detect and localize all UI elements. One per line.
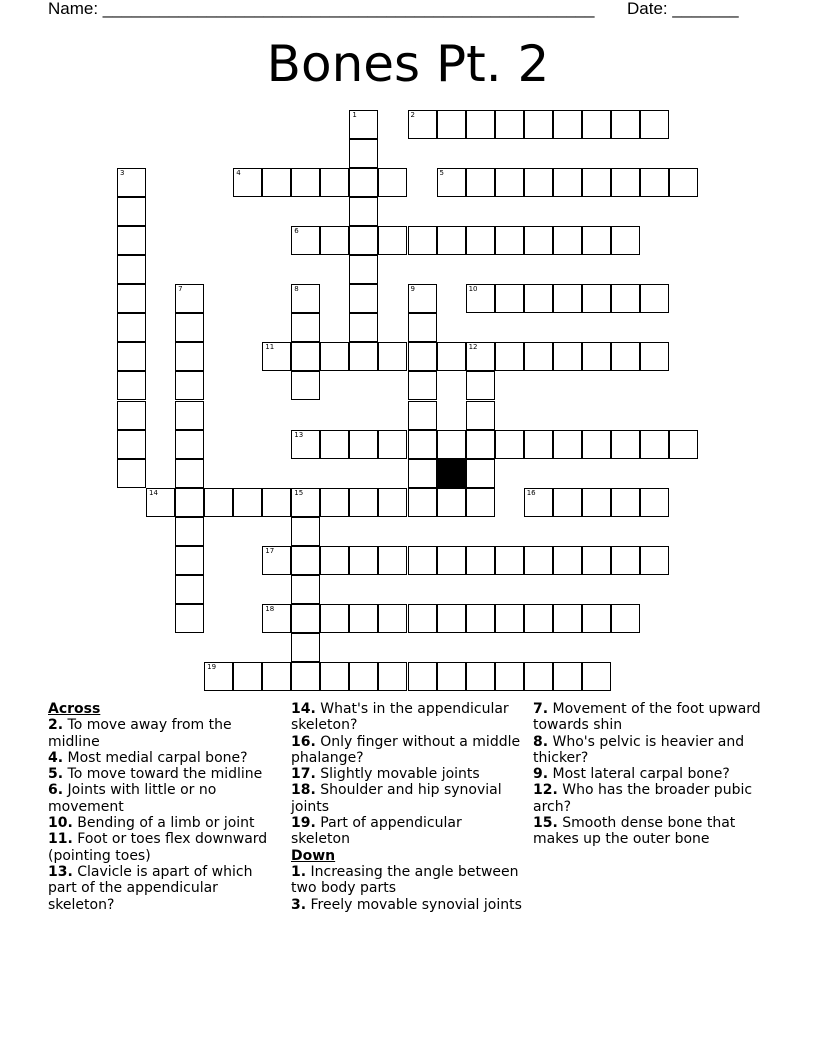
answer-cell[interactable] (582, 168, 611, 197)
answer-cell[interactable] (291, 575, 320, 604)
answer-cell[interactable] (262, 662, 291, 691)
clue-text: Shoulder and hip synovial joints (291, 782, 502, 815)
clue-text: Foot or toes flex downward (pointing toes) (48, 831, 268, 864)
clue-across (48, 782, 280, 815)
clue-number: 4. (48, 749, 64, 766)
answer-cell[interactable] (611, 430, 640, 459)
answer-cell[interactable] (349, 139, 378, 168)
clue-across (291, 734, 523, 767)
answer-cell[interactable] (117, 197, 146, 226)
answer-cell[interactable] (640, 342, 669, 371)
clue-down (291, 897, 523, 913)
answer-cell[interactable] (175, 284, 204, 313)
name-field-label: Name: ____________________________________________________ (48, 0, 595, 18)
answer-cell[interactable] (291, 313, 320, 342)
page-title: Bones Pt. 2 (266, 35, 550, 93)
answer-cell[interactable] (640, 168, 669, 197)
clue-text: What's in the appendicular skeleton? (291, 701, 509, 734)
answer-cell[interactable] (524, 110, 553, 139)
clue-number: 15. (533, 815, 558, 832)
clue-text: Smooth dense bone that makes up the outer bone (533, 815, 736, 848)
answer-cell[interactable] (553, 430, 582, 459)
answer-cell[interactable] (582, 342, 611, 371)
cell-number: 10 (468, 285, 478, 294)
answer-cell[interactable] (611, 342, 640, 371)
answer-cell[interactable] (466, 430, 495, 459)
answer-cell[interactable] (408, 430, 437, 459)
answer-cell[interactable] (611, 226, 640, 255)
clue-down (533, 782, 765, 815)
answer-cell[interactable] (262, 342, 291, 371)
answer-cell[interactable] (291, 546, 320, 575)
cell-number: 3 (120, 169, 125, 178)
clue-across (48, 750, 280, 766)
answer-cell[interactable] (291, 371, 320, 400)
answer-cell[interactable] (582, 546, 611, 575)
answer-cell[interactable] (378, 604, 407, 633)
answer-cell[interactable] (204, 662, 233, 691)
clue-number: 19. (291, 815, 316, 832)
answer-cell[interactable] (291, 226, 320, 255)
answer-cell[interactable] (495, 284, 524, 313)
clue-column-2 (291, 701, 523, 913)
answer-cell[interactable] (349, 168, 378, 197)
answer-cell[interactable] (117, 284, 146, 313)
answer-cell[interactable] (553, 488, 582, 517)
answer-cell[interactable] (669, 168, 698, 197)
clue-across (48, 831, 280, 864)
clue-text: Bending of a limb or joint (77, 815, 255, 832)
cell-number: 16 (526, 488, 536, 497)
answer-cell[interactable] (117, 226, 146, 255)
answer-cell[interactable] (524, 546, 553, 575)
answer-cell[interactable] (582, 430, 611, 459)
clue-number: 11. (48, 831, 73, 848)
answer-cell[interactable] (553, 662, 582, 691)
clue-text: Joints with little or no movement (48, 782, 217, 815)
answer-cell[interactable] (524, 488, 553, 517)
answer-cell[interactable] (582, 662, 611, 691)
down-heading: Down (291, 847, 336, 864)
answer-cell[interactable] (320, 168, 349, 197)
answer-cell[interactable] (349, 197, 378, 226)
answer-cell[interactable] (437, 488, 466, 517)
answer-cell[interactable] (320, 226, 349, 255)
clue-down (533, 766, 765, 782)
clue-text: Slightly movable joints (320, 766, 480, 783)
cell-number: 13 (294, 430, 304, 439)
clue-number: 7. (533, 701, 549, 717)
clue-number: 18. (291, 782, 316, 799)
answer-cell[interactable] (553, 168, 582, 197)
clue-number: 1. (291, 863, 307, 880)
answer-cell[interactable] (524, 342, 553, 371)
answer-cell[interactable] (378, 546, 407, 575)
answer-cell[interactable] (320, 546, 349, 575)
answer-cell[interactable] (117, 313, 146, 342)
answer-cell[interactable] (553, 546, 582, 575)
answer-cell[interactable] (582, 488, 611, 517)
answer-cell[interactable] (175, 430, 204, 459)
blocked-cell (437, 459, 466, 488)
clue-down (533, 734, 765, 767)
clue-text: Only finger without a middle phalange? (291, 733, 521, 766)
answer-cell[interactable] (408, 546, 437, 575)
answer-cell[interactable] (349, 313, 378, 342)
answer-cell[interactable] (640, 546, 669, 575)
clue-text: Freely movable synovial joints (310, 896, 522, 913)
answer-cell[interactable] (408, 488, 437, 517)
cell-number: 14 (149, 488, 158, 497)
cell-number: 8 (294, 285, 299, 294)
cell-number: 12 (468, 343, 478, 352)
clue-across (48, 717, 280, 750)
answer-cell[interactable] (378, 488, 407, 517)
answer-cell[interactable] (524, 430, 553, 459)
cell-number: 17 (265, 546, 275, 555)
clue-number: 6. (48, 782, 64, 799)
answer-cell[interactable] (175, 575, 204, 604)
across-heading: Across (48, 701, 101, 717)
clue-text: Clavicle is apart of which part of the appendicular skeleton? (48, 863, 253, 913)
answer-cell[interactable] (117, 255, 146, 284)
answer-cell[interactable] (204, 488, 233, 517)
cell-number: 9 (410, 285, 415, 294)
answer-cell[interactable] (349, 546, 378, 575)
answer-cell[interactable] (349, 226, 378, 255)
answer-cell[interactable] (669, 430, 698, 459)
answer-cell[interactable] (378, 168, 407, 197)
answer-cell[interactable] (495, 546, 524, 575)
clue-number: 2. (48, 717, 64, 734)
answer-cell[interactable] (640, 284, 669, 313)
answer-cell[interactable] (349, 662, 378, 691)
answer-cell[interactable] (466, 284, 495, 313)
answer-cell[interactable] (437, 342, 466, 371)
cell-number: 19 (207, 662, 217, 671)
answer-cell[interactable] (466, 546, 495, 575)
answer-cell[interactable] (408, 313, 437, 342)
answer-cell[interactable] (117, 168, 146, 197)
answer-cell[interactable] (320, 342, 349, 371)
answer-cell[interactable] (408, 110, 437, 139)
answer-cell[interactable] (349, 604, 378, 633)
clue-number: 5. (48, 766, 64, 783)
clue-down (291, 864, 523, 897)
answer-cell[interactable] (495, 110, 524, 139)
answer-cell[interactable] (495, 604, 524, 633)
answer-cell[interactable] (524, 226, 553, 255)
cell-number: 1 (352, 111, 357, 119)
answer-cell[interactable] (437, 662, 466, 691)
answer-cell[interactable] (262, 488, 291, 517)
answer-cell[interactable] (466, 226, 495, 255)
answer-cell[interactable] (524, 168, 553, 197)
answer-cell[interactable] (291, 604, 320, 633)
answer-cell[interactable] (320, 604, 349, 633)
answer-cell[interactable] (437, 110, 466, 139)
answer-cell[interactable] (408, 342, 437, 371)
clue-across (48, 766, 280, 782)
answer-cell[interactable] (437, 604, 466, 633)
clue-number: 9. (533, 766, 549, 783)
answer-cell[interactable] (553, 110, 582, 139)
answer-cell[interactable] (553, 604, 582, 633)
cell-number: 7 (178, 285, 183, 294)
answer-cell[interactable] (349, 342, 378, 371)
answer-cell[interactable] (175, 488, 204, 517)
clue-text: Who's pelvic is heavier and thicker? (533, 733, 745, 766)
answer-cell[interactable] (233, 168, 262, 197)
answer-cell[interactable] (408, 371, 437, 400)
answer-cell[interactable] (291, 488, 320, 517)
answer-cell[interactable] (291, 168, 320, 197)
clue-across (291, 782, 523, 815)
clue-text: Most lateral carpal bone? (552, 766, 730, 783)
clue-text: Most medial carpal bone? (67, 749, 248, 766)
answer-cell[interactable] (320, 430, 349, 459)
answer-cell[interactable] (611, 284, 640, 313)
answer-cell[interactable] (349, 110, 378, 139)
answer-cell[interactable] (495, 168, 524, 197)
answer-cell[interactable] (117, 371, 146, 400)
answer-cell[interactable] (291, 517, 320, 546)
answer-cell[interactable] (349, 488, 378, 517)
answer-cell[interactable] (378, 226, 407, 255)
answer-cell[interactable] (233, 662, 262, 691)
cell-number: 2 (410, 111, 415, 119)
answer-cell[interactable] (117, 459, 146, 488)
answer-cell[interactable] (291, 430, 320, 459)
answer-cell[interactable] (640, 110, 669, 139)
cell-number: 11 (265, 343, 275, 352)
answer-cell[interactable] (466, 401, 495, 430)
clue-column-3 (533, 701, 765, 848)
answer-cell[interactable] (146, 488, 175, 517)
answer-cell[interactable] (291, 662, 320, 691)
clue-across (291, 766, 523, 782)
answer-cell[interactable] (117, 401, 146, 430)
clue-number: 10. (48, 815, 73, 832)
answer-cell[interactable] (175, 313, 204, 342)
cell-number: 4 (236, 169, 241, 178)
answer-cell[interactable] (611, 604, 640, 633)
answer-cell[interactable] (466, 459, 495, 488)
answer-cell[interactable] (640, 430, 669, 459)
clue-number: 8. (533, 733, 549, 750)
clue-text: To move toward the midline (67, 766, 263, 783)
answer-cell[interactable] (495, 430, 524, 459)
answer-cell[interactable] (262, 168, 291, 197)
answer-cell[interactable] (349, 430, 378, 459)
answer-cell[interactable] (437, 430, 466, 459)
answer-cell[interactable] (233, 488, 262, 517)
answer-cell[interactable] (175, 546, 204, 575)
answer-cell[interactable] (378, 342, 407, 371)
answer-cell[interactable] (262, 604, 291, 633)
answer-cell[interactable] (291, 342, 320, 371)
answer-cell[interactable] (349, 255, 378, 284)
answer-cell[interactable] (553, 342, 582, 371)
clue-across (291, 701, 523, 734)
clue-number: 12. (533, 782, 558, 799)
cell-number: 15 (294, 488, 304, 497)
answer-cell[interactable] (466, 168, 495, 197)
answer-cell[interactable] (408, 459, 437, 488)
answer-cell[interactable] (408, 401, 437, 430)
answer-cell[interactable] (291, 284, 320, 313)
clue-text: Movement of the foot upward towards shin (533, 701, 761, 734)
answer-cell[interactable] (378, 662, 407, 691)
answer-cell[interactable] (466, 110, 495, 139)
clue-text: Part of appendicular skeleton (291, 815, 462, 848)
answer-cell[interactable] (582, 226, 611, 255)
clue-across (48, 864, 280, 913)
answer-cell[interactable] (117, 342, 146, 371)
clue-text: Who has the broader pubic arch? (533, 782, 753, 815)
answer-cell[interactable] (378, 430, 407, 459)
answer-cell[interactable] (175, 371, 204, 400)
date-field-label: Date: _______ (627, 0, 739, 18)
answer-cell[interactable] (466, 604, 495, 633)
answer-cell[interactable] (408, 226, 437, 255)
answer-cell[interactable] (408, 662, 437, 691)
answer-cell[interactable] (466, 488, 495, 517)
cell-number: 6 (294, 227, 299, 236)
answer-cell[interactable] (466, 371, 495, 400)
answer-cell[interactable] (611, 488, 640, 517)
answer-cell[interactable] (437, 226, 466, 255)
answer-cell[interactable] (437, 546, 466, 575)
clue-across (291, 815, 523, 848)
answer-cell[interactable] (466, 662, 495, 691)
answer-cell[interactable] (495, 662, 524, 691)
answer-cell[interactable] (408, 284, 437, 313)
answer-cell[interactable] (553, 284, 582, 313)
clue-text: To move away from the midline (48, 717, 232, 750)
clue-number: 3. (291, 896, 307, 913)
clue-number: 13. (48, 863, 73, 880)
answer-cell[interactable] (524, 604, 553, 633)
clue-down (533, 701, 765, 734)
clue-number: 17. (291, 766, 316, 783)
clue-number: 16. (291, 733, 316, 750)
answer-cell[interactable] (437, 168, 466, 197)
clue-column-1 (48, 701, 280, 913)
cell-number: 5 (439, 169, 445, 178)
answer-cell[interactable] (495, 226, 524, 255)
answer-cell[interactable] (611, 110, 640, 139)
answer-cell[interactable] (262, 546, 291, 575)
answer-cell[interactable] (611, 546, 640, 575)
clue-across (48, 815, 280, 831)
answer-cell[interactable] (524, 284, 553, 313)
answer-cell[interactable] (640, 488, 669, 517)
answer-cell[interactable] (524, 662, 553, 691)
answer-cell[interactable] (611, 168, 640, 197)
answer-cell[interactable] (175, 401, 204, 430)
answer-cell[interactable] (553, 226, 582, 255)
answer-cell[interactable] (408, 604, 437, 633)
answer-cell[interactable] (582, 604, 611, 633)
answer-cell[interactable] (320, 662, 349, 691)
answer-cell[interactable] (175, 604, 204, 633)
cell-number: 18 (265, 604, 275, 613)
answer-cell[interactable] (117, 430, 146, 459)
answer-cell[interactable] (175, 517, 204, 546)
clue-text: Increasing the angle between two body parts (291, 863, 519, 897)
answer-cell[interactable] (349, 284, 378, 313)
clue-down (533, 815, 765, 848)
answer-cell[interactable] (320, 488, 349, 517)
answer-cell[interactable] (175, 342, 204, 371)
answer-cell[interactable] (175, 459, 204, 488)
answer-cell[interactable] (582, 284, 611, 313)
clue-number: 14. (291, 701, 316, 717)
answer-cell[interactable] (466, 342, 495, 371)
answer-cell[interactable] (582, 110, 611, 139)
answer-cell[interactable] (291, 633, 320, 662)
answer-cell[interactable] (495, 342, 524, 371)
